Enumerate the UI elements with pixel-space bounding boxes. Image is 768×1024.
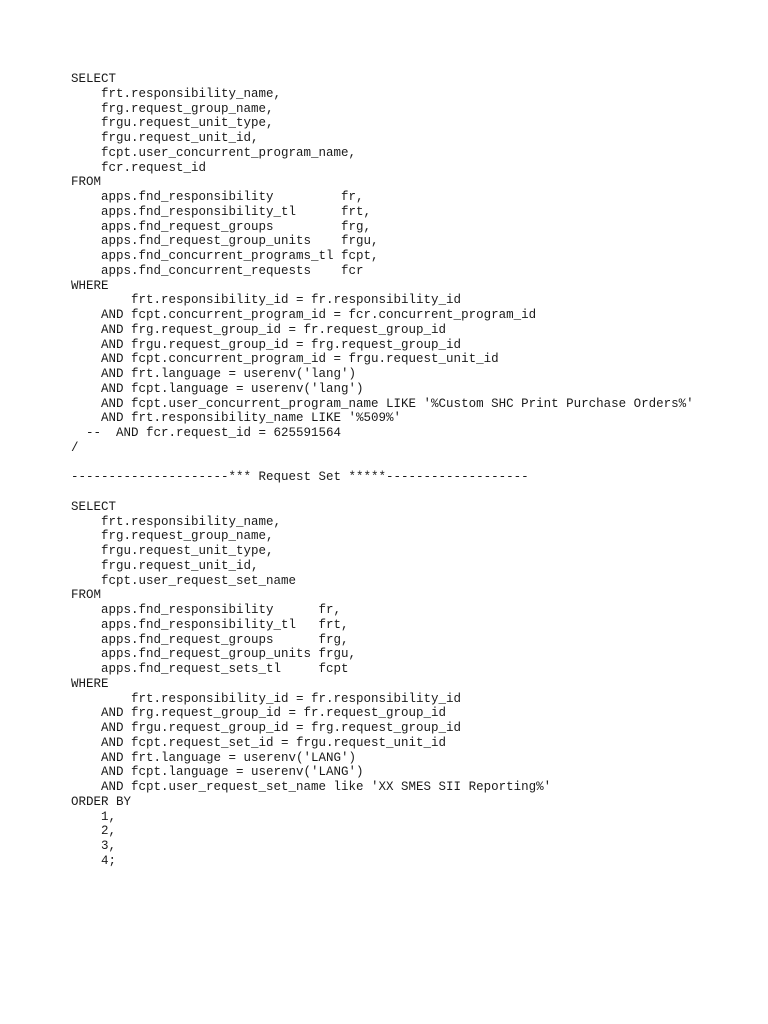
code-line: apps.fnd_request_sets_tl fcpt <box>71 662 349 676</box>
code-line: apps.fnd_request_group_units frgu, <box>71 234 379 249</box>
code-line: apps.fnd_responsibility fr, <box>71 190 364 204</box>
code-line: AND frg.request_group_id = fr.request_group_id <box>71 322 447 337</box>
code-line <box>71 456 694 471</box>
code-line: apps.fnd_request_group_units frgu, <box>71 647 357 662</box>
code-line: fcpt.user_request_set_name <box>71 573 297 588</box>
code-line: apps.fnd_concurrent_programs_tl fcpt, <box>71 249 379 263</box>
code-line: AND fcpt.user_concurrent_program_name LIKE '%Custom SHC Print Purchase Orders%' <box>71 396 694 411</box>
code-line: SELECT <box>71 499 117 514</box>
code-line: AND frt.language = userenv('LANG') <box>71 750 357 765</box>
code-line: AND fcpt.concurrent_program_id = frgu.request_unit_id <box>71 352 499 367</box>
code-line: apps.fnd_responsibility fr, <box>71 603 342 617</box>
code-line: apps.fnd_responsibility_tl frt, <box>71 204 372 219</box>
code-line: AND frt.responsibility_name LIKE '%509%' <box>71 411 402 426</box>
code-line: ---------------------*** Request Set *****------------------- <box>71 470 529 485</box>
code-line: / <box>71 440 79 455</box>
code-line: apps.fnd_concurrent_requests fcr <box>71 263 364 278</box>
code-line: apps.fnd_responsibility_tl frt, <box>71 617 349 632</box>
code-line: frgu.request_unit_type, <box>71 116 274 131</box>
code-line: AND frg.request_group_id = fr.request_group_id <box>71 706 447 721</box>
code-line: AND fcpt.language = userenv('LANG') <box>71 765 364 780</box>
code-line: 1, <box>71 809 117 824</box>
code-line: WHERE <box>71 676 109 691</box>
code-line: AND frgu.request_group_id = frg.request_group_id <box>71 721 462 735</box>
code-line: frt.responsibility_name, <box>71 86 282 101</box>
code-line: 3, <box>71 839 117 853</box>
code-line: WHERE <box>71 278 109 293</box>
code-line: frt.responsibility_id = fr.responsibility_id <box>71 293 462 308</box>
code-line: fcpt.user_concurrent_program_name, <box>71 145 357 160</box>
code-line: frt.responsibility_name, <box>71 514 282 529</box>
code-line: AND frt.language = userenv('lang') <box>71 367 357 381</box>
code-line: frgu.request_unit_id, <box>71 558 259 573</box>
code-line: FROM <box>71 588 102 603</box>
code-line: SELECT <box>71 72 117 86</box>
code-line: ORDER BY <box>71 794 132 809</box>
code-line: -- AND fcr.request_id = 625591564 <box>71 426 342 440</box>
code-line: FROM <box>71 175 102 190</box>
code-line: frt.responsibility_id = fr.responsibility_id <box>71 691 462 706</box>
code-line: frg.request_group_name, <box>71 529 274 544</box>
code-line: AND fcpt.language = userenv('lang') <box>71 381 364 396</box>
code-line: apps.fnd_request_groups frg, <box>71 219 372 234</box>
code-line: 2, <box>71 824 117 839</box>
code-line: AND frgu.request_group_id = frg.request_group_id <box>71 337 462 352</box>
code-line: frgu.request_unit_type, <box>71 544 274 558</box>
code-line: fcr.request_id <box>71 160 207 175</box>
code-line: AND fcpt.user_request_set_name like 'XX SMES SII Reporting%' <box>71 780 552 794</box>
code-line: apps.fnd_request_groups frg, <box>71 632 349 647</box>
code-line: AND fcpt.concurrent_program_id = fcr.concurrent_program_id <box>71 308 537 322</box>
code-line: frgu.request_unit_id, <box>71 131 259 145</box>
code-line: frg.request_group_name, <box>71 101 274 116</box>
code-line <box>71 485 694 500</box>
code-line: AND fcpt.request_set_id = frgu.request_unit_id <box>71 735 447 750</box>
sql-code-block <box>71 72 694 869</box>
code-line: 4; <box>71 853 117 868</box>
